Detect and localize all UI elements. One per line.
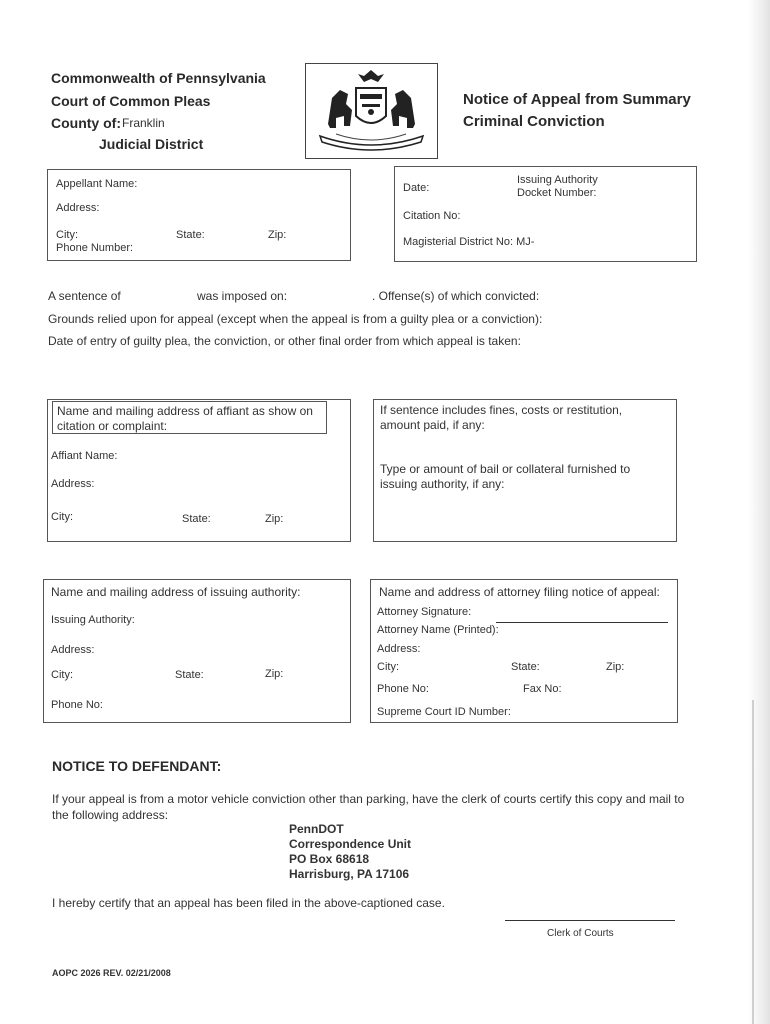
county-value: Franklin: [122, 116, 165, 130]
attorney-box: [370, 579, 678, 723]
clerk-of-courts-label: Clerk of Courts: [547, 928, 614, 939]
form-title-line1: Notice of Appeal from Summary: [463, 91, 691, 108]
affiant-state-label: State:: [182, 513, 211, 525]
grounds-label: Grounds relied upon for appeal (except when the appeal is from a guilty plea or a conviction):: [48, 312, 543, 326]
date-label: Date:: [403, 182, 430, 194]
attorney-fax-label: Fax No:: [523, 683, 562, 695]
docket-number-label: Docket Number:: [517, 187, 597, 199]
affiant-heading: Name and mailing address of affiant as show on citation or complaint:: [52, 401, 327, 434]
appellant-zip-label: Zip:: [268, 229, 287, 241]
appellant-name-label: Appellant Name:: [56, 178, 138, 190]
affiant-zip-label: Zip:: [265, 513, 284, 525]
affiant-city-label: City:: [51, 511, 73, 523]
issuing-zip-label: Zip:: [265, 668, 284, 680]
signature-line: [496, 622, 668, 623]
judicial-district-label: Judicial District: [99, 136, 204, 152]
county-label: County of:: [51, 115, 121, 131]
offenses-label: . Offense(s) of which convicted:: [372, 289, 540, 303]
page-edge-line: [752, 700, 754, 1024]
citation-number-label: Citation No:: [403, 210, 461, 222]
sentence-of-label: A sentence of: [48, 289, 121, 303]
commonwealth-heading: Commonwealth of Pennsylvania: [51, 70, 266, 86]
date-entry-label: Date of entry of guilty plea, the conviction, or other final order from which appeal is taken:: [48, 334, 521, 348]
case-info-box: [394, 166, 697, 262]
coat-of-arms-icon: [306, 64, 437, 158]
fines-label: If sentence includes fines, costs or restitution, amount paid, if any:: [380, 403, 623, 432]
magisterial-district-label: Magisterial District No: MJ-: [403, 236, 535, 248]
clerk-signature-line: [505, 920, 675, 921]
attorney-address-label: Address:: [377, 643, 421, 655]
issuing-state-label: State:: [175, 669, 204, 681]
issuing-authority-field-label: Issuing Authority:: [51, 614, 135, 626]
imposed-on-label: was imposed on:: [197, 289, 288, 303]
penndot-address-line4: Harrisburg, PA 17106: [289, 867, 410, 881]
notice-body: If your appeal is from a motor vehicle conviction other than parking, have the clerk of courts certify this copy and mail to the following address:: [52, 792, 685, 822]
issuing-heading: Name and mailing address of issuing authority:: [51, 585, 301, 599]
attorney-signature-label: Attorney Signature:: [377, 606, 472, 618]
appellant-state-label: State:: [176, 229, 205, 241]
issuing-address-label: Address:: [51, 644, 95, 656]
attorney-name-label: Attorney Name (Printed):: [377, 624, 499, 636]
appellant-phone-label: Phone Number:: [56, 242, 134, 254]
notice-heading: NOTICE TO DEFENDANT:: [52, 758, 222, 774]
certify-statement: I hereby certify that an appeal has been filed in the above-captioned case.: [52, 896, 445, 910]
issuing-authority-box: [43, 579, 351, 723]
affiant-box: [47, 399, 351, 542]
appellant-box: [47, 169, 351, 261]
form-id: AOPC 2026 REV. 02/21/2008: [52, 968, 171, 978]
issuing-authority-label: Issuing Authority: [517, 174, 598, 186]
attorney-state-label: State:: [511, 661, 540, 673]
penndot-address-line1: PennDOT: [289, 822, 344, 836]
bail-label: Type or amount of bail or collateral furnished to issuing authority, if any:: [380, 462, 631, 491]
affiant-address-label: Address:: [51, 478, 95, 490]
court-heading: Court of Common Pleas: [51, 93, 211, 109]
attorney-city-label: City:: [377, 661, 399, 673]
attorney-heading: Name and address of attorney filing notice of appeal:: [379, 585, 660, 599]
penndot-address-line3: PO Box 68618: [289, 852, 370, 866]
fines-box: [373, 399, 677, 542]
pennsylvania-seal: [305, 63, 438, 159]
attorney-phone-label: Phone No:: [377, 683, 429, 695]
appellant-address-label: Address:: [56, 202, 100, 214]
issuing-phone-label: Phone No:: [51, 699, 103, 711]
appellant-city-label: City:: [56, 229, 78, 241]
affiant-name-label: Affiant Name:: [51, 450, 118, 462]
issuing-city-label: City:: [51, 669, 73, 681]
attorney-zip-label: Zip:: [606, 661, 625, 673]
penndot-address-line2: Correspondence Unit: [289, 837, 412, 851]
form-title-line2: Criminal Conviction: [463, 113, 605, 130]
supreme-court-id-label: Supreme Court ID Number:: [377, 706, 511, 718]
